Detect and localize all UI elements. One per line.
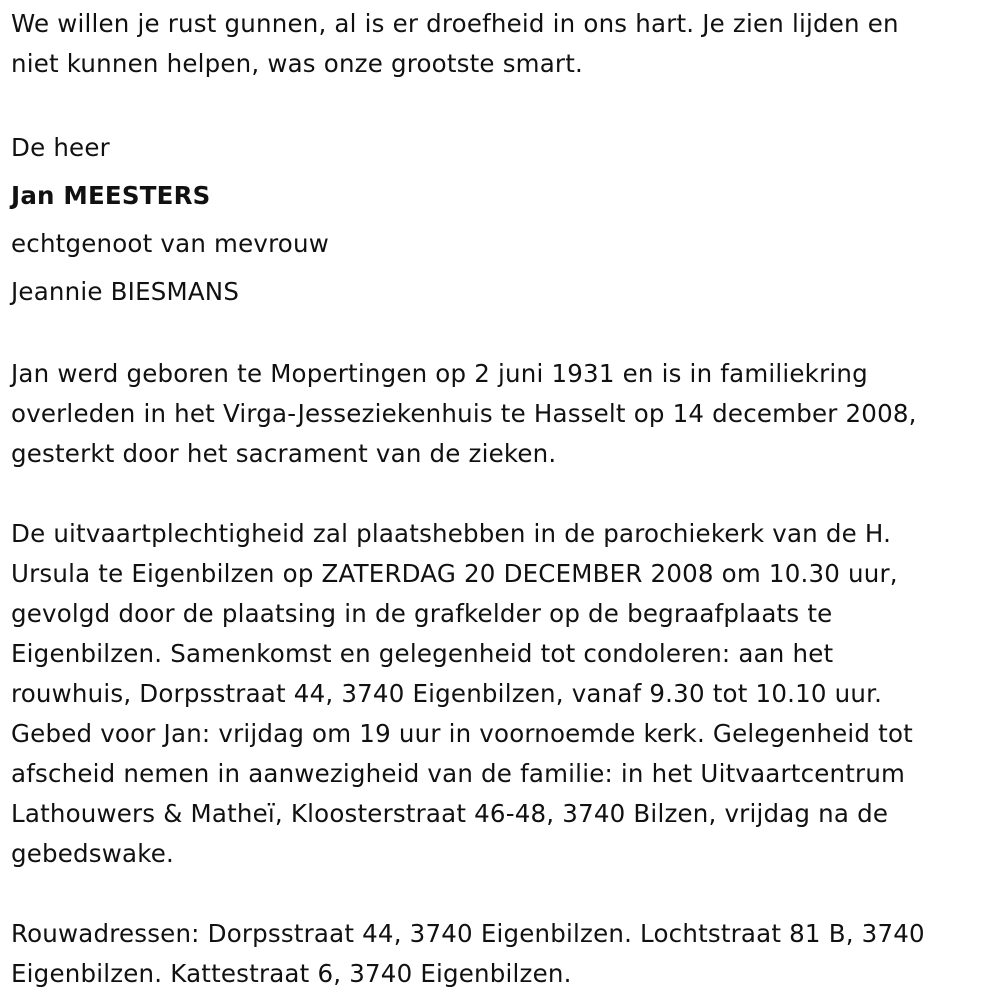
ceremony-line: rouwhuis, Dorpsstraat 44, 3740 Eigenbilzen, vanaf 9.30 tot 10.10 uur. <box>11 679 883 708</box>
birth-death-line: Jan werd geboren te Mopertingen op 2 juni 1931 en is in familiekring <box>11 359 868 388</box>
deceased-block <box>11 124 991 316</box>
ceremony-line: De uitvaartplechtigheid zal plaatshebben in de parochiekerk van de H. <box>11 519 892 548</box>
ceremony-line: gevolgd door de plaatsing in de grafkelder op de begraafplaats te <box>11 599 833 628</box>
addresses-line: Rouwadressen: Dorpsstraat 44, 3740 Eigenbilzen. Lochtstraat 81 B, 3740 <box>11 919 925 948</box>
paragraph-spacer <box>11 316 991 354</box>
ceremony-line: Eigenbilzen. Samenkomst en gelegenheid tot condoleren: aan het <box>11 639 834 668</box>
intro-paragraph <box>11 4 991 84</box>
ceremony-line: Lathouwers & Matheï, Kloosterstraat 46-48, 3740 Bilzen, vrijdag na de <box>11 799 889 828</box>
ceremony-line: gebedswake. <box>11 839 174 868</box>
deceased-name: Jan MEESTERS <box>11 181 211 210</box>
intro-line: niet kunnen helpen, was onze grootste smart. <box>11 49 584 78</box>
birth-death-line: overleden in het Virga-Jesseziekenhuis te Hasselt op 14 december 2008, <box>11 399 917 428</box>
ceremony-line: Ursula te Eigenbilzen op ZATERDAG 20 DECEMBER 2008 om 10.30 uur, <box>11 559 898 588</box>
ceremony-paragraph <box>11 514 991 874</box>
addresses-paragraph <box>11 914 991 994</box>
paragraph-spacer <box>11 874 991 914</box>
ceremony-line: afscheid nemen in aanwezigheid van de familie: in het Uitvaartcentrum <box>11 759 906 788</box>
deceased-title: De heer <box>11 133 110 162</box>
ceremony-line: Gebed voor Jan: vrijdag om 19 uur in voornoemde kerk. Gelegenheid tot <box>11 719 913 748</box>
birth-death-line: gesterkt door het sacrament van de zieken. <box>11 439 557 468</box>
deceased-relation: echtgenoot van mevrouw <box>11 229 329 258</box>
paragraph-spacer <box>11 474 991 514</box>
obituary-document <box>11 4 991 994</box>
paragraph-spacer <box>11 84 991 124</box>
addresses-line: Eigenbilzen. Kattestraat 6, 3740 Eigenbilzen. <box>11 959 572 988</box>
intro-line: We willen je rust gunnen, al is er droefheid in ons hart. Je zien lijden en <box>11 9 899 38</box>
birth-death-paragraph <box>11 354 991 474</box>
spouse-name: Jeannie BIESMANS <box>11 277 240 306</box>
